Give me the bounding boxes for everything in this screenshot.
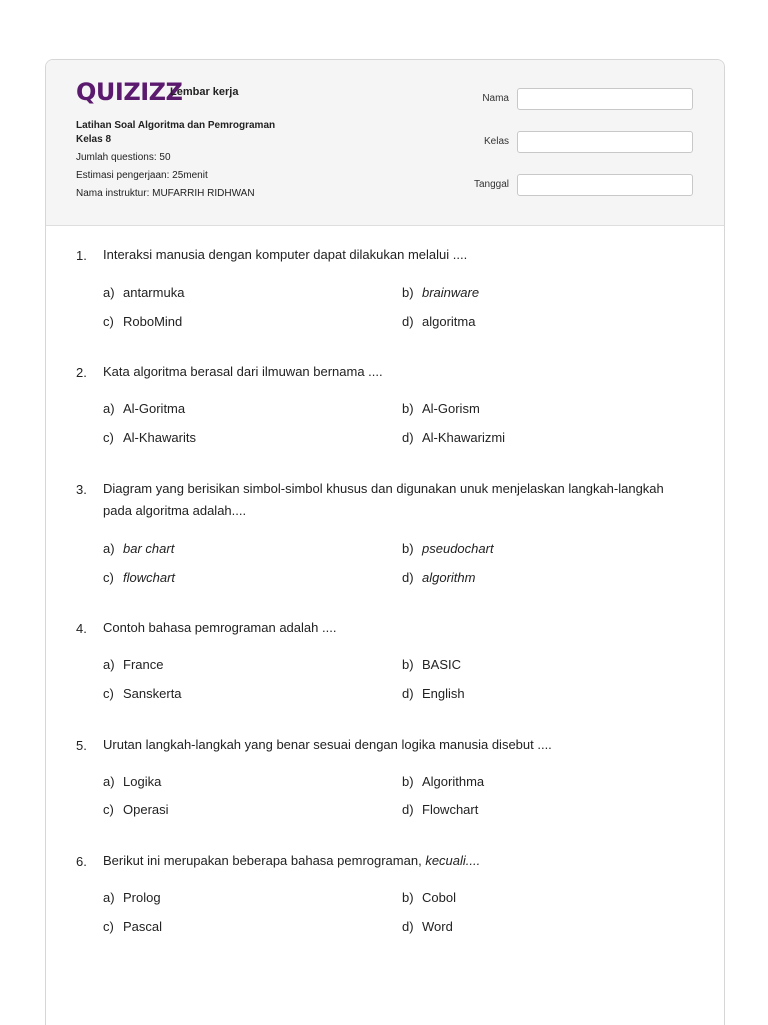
question-number: 2. bbox=[76, 365, 87, 380]
option-c[interactable]: c) Al-Khawarits bbox=[103, 430, 196, 445]
class-field[interactable] bbox=[517, 131, 693, 153]
time-estimate: Estimasi pengerjaan: 25menit bbox=[76, 170, 208, 181]
option-d[interactable]: d) Flowchart bbox=[402, 802, 479, 817]
option-b[interactable]: b) BASIC bbox=[402, 657, 462, 672]
option-a[interactable]: a) Al-Goritma bbox=[103, 401, 186, 416]
question-text: Kata algoritma berasal dari ilmuwan bernama .... bbox=[103, 364, 383, 379]
name-label: Nama bbox=[482, 93, 509, 104]
question-text: Diagram yang berisikan simbol-simbol khusus dan digunakan unuk menjelaskan langkah-langkah pada algoritma adalah.... bbox=[103, 481, 664, 518]
option-a[interactable]: a) Logika bbox=[103, 774, 162, 789]
question-text: Interaksi manusia dengan komputer dapat dilakukan melalui .... bbox=[103, 247, 468, 262]
question-number: 5. bbox=[76, 738, 87, 753]
option-d[interactable]: d) algorithm bbox=[402, 570, 476, 585]
question-number: 6. bbox=[76, 854, 87, 869]
question-number: 3. bbox=[76, 482, 87, 497]
question-number: 4. bbox=[76, 621, 87, 636]
option-b[interactable]: b) Al-Gorism bbox=[402, 401, 480, 416]
option-c[interactable]: c) Operasi bbox=[103, 802, 169, 817]
option-c[interactable]: c) Pascal bbox=[103, 919, 163, 934]
worksheet bbox=[45, 59, 725, 1025]
question-number: 1. bbox=[76, 248, 87, 263]
name-field[interactable] bbox=[517, 88, 693, 110]
option-d[interactable]: d) Word bbox=[402, 919, 453, 934]
option-d[interactable]: d) algoritma bbox=[402, 314, 476, 329]
worksheet-header bbox=[46, 60, 724, 226]
option-a[interactable]: a) bar chart bbox=[103, 541, 175, 556]
question-text: Contoh bahasa pemrograman adalah .... bbox=[103, 620, 337, 635]
option-b[interactable]: b) Cobol bbox=[402, 890, 456, 905]
question-count: Jumlah questions: 50 bbox=[76, 152, 171, 163]
option-b[interactable]: b) brainware bbox=[402, 285, 480, 300]
question-text: Urutan langkah-langkah yang benar sesuai dengan logika manusia disebut .... bbox=[103, 737, 552, 752]
date-field[interactable] bbox=[517, 174, 693, 196]
option-b[interactable]: b) Algorithma bbox=[402, 774, 485, 789]
option-d[interactable]: d) Al-Khawarizmi bbox=[402, 430, 506, 445]
option-c[interactable]: c) Sanskerta bbox=[103, 686, 182, 701]
option-a[interactable]: a) Prolog bbox=[103, 890, 161, 905]
worksheet-title: Latihan Soal Algoritma dan Pemrograman bbox=[76, 120, 276, 131]
date-label: Tanggal bbox=[473, 179, 509, 190]
option-a[interactable]: a) France bbox=[103, 657, 164, 672]
class-info: Kelas 8 bbox=[76, 134, 112, 145]
instructor-name: Nama instruktur: MUFARRIH RIDHWAN bbox=[76, 188, 255, 199]
worksheet-type: Lembar kerja bbox=[170, 86, 239, 98]
class-label: Kelas bbox=[483, 136, 509, 147]
option-c[interactable]: c) flowchart bbox=[103, 570, 176, 585]
option-d[interactable]: d) English bbox=[402, 686, 465, 701]
quizizz-logo: QUIZIZZ bbox=[76, 78, 183, 106]
option-a[interactable]: a) antarmuka bbox=[103, 285, 185, 300]
question-text: Berikut ini merupakan beberapa bahasa pemrograman, kecuali.... bbox=[103, 853, 481, 868]
option-b[interactable]: b) pseudochart bbox=[402, 541, 494, 556]
option-c[interactable]: c) RoboMind bbox=[103, 314, 183, 329]
